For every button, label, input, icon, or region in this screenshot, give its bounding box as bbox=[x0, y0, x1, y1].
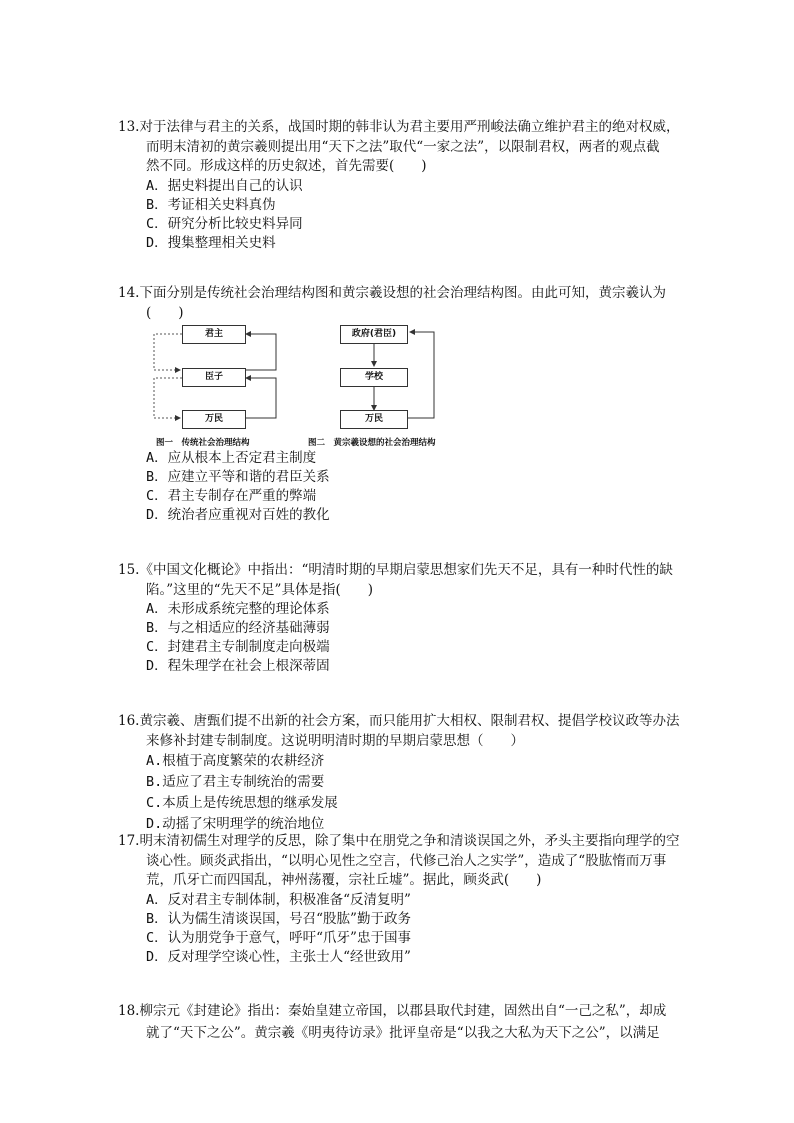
q13-option-d[interactable]: D．搜集整理相关史料 bbox=[146, 234, 276, 251]
q15-stem-line-1: 15.《中国文化概论》中指出：“明清时期的早期启蒙思想家们先天不足，具有一种时代性的缺 bbox=[118, 562, 673, 578]
question-18 bbox=[118, 1000, 708, 1044]
box-ministers: 臣子 bbox=[182, 368, 246, 387]
box-government: 政府(君臣) bbox=[340, 325, 408, 344]
q13-option-c[interactable]: C．研究分析比较史料异同 bbox=[146, 215, 303, 232]
q16-option-b[interactable]: B.适应了君主专制统治的需要 bbox=[146, 774, 325, 790]
question-13 bbox=[118, 118, 708, 253]
q15-option-a[interactable]: A．未形成系统完整的理论体系 bbox=[146, 601, 330, 617]
q17-option-d[interactable]: D．反对理学空谈心性，主张士人“经世致用” bbox=[146, 948, 411, 965]
q13-option-b[interactable]: B．考证相关史料真伪 bbox=[146, 196, 276, 213]
q14-option-b[interactable]: B．应建立平等和谐的君臣关系 bbox=[146, 469, 330, 485]
q15-option-d[interactable]: D．程朱理学在社会上根深蒂固 bbox=[146, 658, 330, 674]
q13-stem-line-2: 而明末清初的黄宗羲则提出用“天下之法”取代“一家之法”，以限制君权，两者的观点截 bbox=[146, 138, 660, 155]
box-people-left: 万民 bbox=[182, 410, 246, 429]
q14-options bbox=[118, 449, 708, 525]
q17-stem-line-1: 17.明末清初儒生对理学的反思，除了集中在朋党之争和清谈误国之外，矛头主要指向理学的空 bbox=[118, 833, 680, 849]
q14-stem-line-1: 14.下面分别是传统社会治理结构图和黄宗羲设想的社会治理结构图。由此可知，黄宗羲认为 bbox=[118, 285, 666, 301]
q18-stem-line-2: 就了“天下之公”。黄宗羲《明夷待访录》批评皇帝是“以我之大私为天下之公”，以满足 bbox=[146, 1025, 660, 1041]
q15-option-b[interactable]: B．与之相适应的经济基础薄弱 bbox=[146, 620, 330, 636]
q14-stem-line-2: ( ) bbox=[146, 304, 184, 321]
caption-figure-2: 图二 黄宗羲设想的社会治理结构 bbox=[308, 438, 436, 448]
q13-option-a[interactable]: A．据史料提出自己的认识 bbox=[146, 177, 303, 194]
box-people-right: 万民 bbox=[340, 410, 408, 429]
q14-option-d[interactable]: D．统治者应重视对百姓的教化 bbox=[146, 507, 330, 523]
q18-stem-line-1: 18.柳宗元《封建论》指出：秦始皇建立帝国，以郡县取代封建，固然出自“一己之私”，却成 bbox=[118, 1003, 667, 1019]
q16-option-c[interactable]: C.本质上是传统思想的继承发展 bbox=[146, 795, 338, 811]
q17-option-c[interactable]: C．认为朋党争于意气，呼吁“爪牙”忠于国事 bbox=[146, 929, 411, 946]
q17-stem-line-2: 谈心性。顾炎武指出，“以明心见性之空言，代修己治人之实学”，造成了“股肱惰而万事 bbox=[146, 852, 667, 869]
q17-option-b[interactable]: B．认为儒生清谈误国，号召“股肱”勤于政务 bbox=[146, 910, 411, 927]
q16-stem-line-1: 16.黄宗羲、唐甄们提不出新的社会方案，而只能用扩大相权、限制君权、提倡学校议政等办法 bbox=[118, 713, 680, 729]
box-school: 学校 bbox=[340, 368, 408, 387]
q14-option-c[interactable]: C．君主专制存在严重的弊端 bbox=[146, 488, 317, 504]
q16-option-a[interactable]: A.根植于高度繁荣的农耕经济 bbox=[146, 753, 325, 769]
q13-stem-line-1: 13.对于法律与君主的关系，战国时期的韩非认为君主要用严刑峻法确立维护君主的绝对权威， bbox=[118, 119, 680, 135]
question-17 bbox=[118, 832, 708, 967]
q16-option-d[interactable]: D.动摇了宋明理学的统治地位 bbox=[146, 816, 325, 832]
q16-stem-line-2: 来修补封建专制制度。这说明明清时期的早期启蒙思想（ ） bbox=[146, 732, 524, 749]
q13-stem-line-3: 然不同。形成这样的历史叙述，首先需要( ) bbox=[146, 158, 427, 174]
question-15 bbox=[118, 561, 708, 676]
q15-stem-line-2: 陷。”这里的“先天不足”具体是指( ) bbox=[146, 581, 373, 598]
caption-figure-1: 图一 传统社会治理结构 bbox=[156, 438, 250, 448]
question-14 bbox=[118, 284, 708, 323]
box-monarch: 君主 bbox=[182, 325, 246, 344]
q17-stem-line-3: 荒，爪牙亡而四国乱，神州荡覆，宗社丘墟”。据此，顾炎武( ) bbox=[146, 872, 542, 888]
question-16 bbox=[118, 712, 708, 835]
q15-option-c[interactable]: C．封建君主专制制度走向极端 bbox=[146, 639, 330, 655]
q17-option-a[interactable]: A．反对君主专制体制，积极准备“反清复明” bbox=[146, 891, 411, 908]
governance-structure-diagram bbox=[148, 322, 468, 450]
q14-option-a[interactable]: A．应从根本上否定君主制度 bbox=[146, 450, 317, 466]
